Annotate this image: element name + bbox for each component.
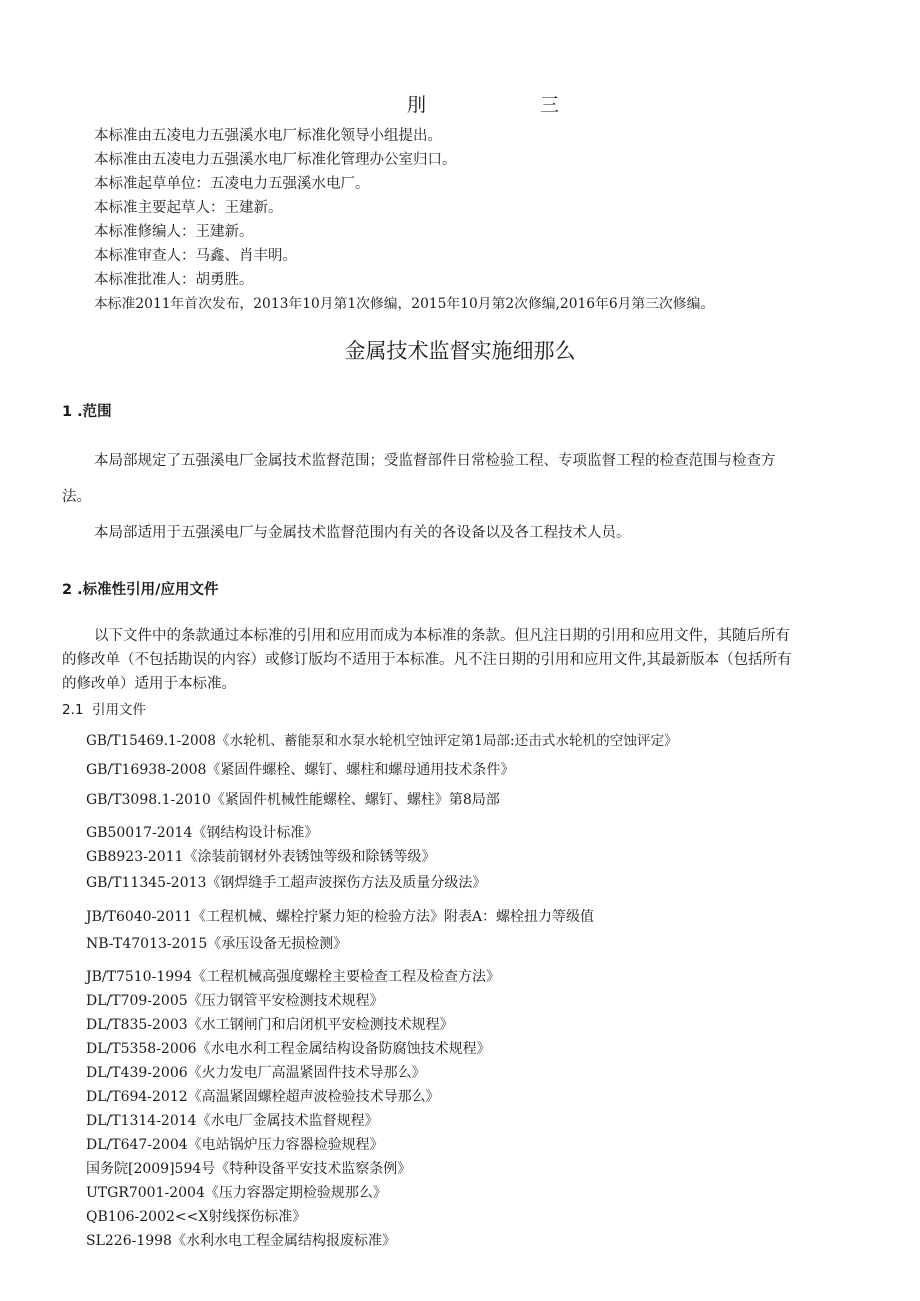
paragraph: 以下文件中的条款通过本标准的引用和应用而成为本标准的条款。但凡注日期的引用和应用文件，其随后所有 <box>94 628 790 644</box>
paragraph: 的修改单）适用于本标准。 <box>62 676 236 692</box>
paragraph: 本局部适用于五强溪电厂与金属技术监督范围内有关的各设备以及各工程技术人员。 <box>94 525 631 541</box>
reference-item: JB/T6040-2011《工程机械、螺栓拧紧力矩的检验方法》附表A：螺栓扭力等级值 <box>86 909 595 925</box>
paragraph: 法。 <box>62 489 91 505</box>
reference-item: GB/T3098.1-2010《紧固件机械性能螺栓、螺钉、螺柱》第8局部 <box>86 792 500 808</box>
subsection-heading: 2.1 引用文件 <box>62 702 147 718</box>
reference-item: GB/T16938-2008《紧固件螺栓、螺钉、螺柱和螺母通用技术条件》 <box>86 762 515 778</box>
reference-item: 国务院[2009]594号《特种设备平安技术监察条例》 <box>86 1161 412 1177</box>
reference-item: DL/T1314-2014《水电厂金属技术监督规程》 <box>86 1113 379 1129</box>
preface-line: 本标准2011年首次发布，2013年10月第1次修编，2015年10月第2次修编,2016年6月第三次修编。 <box>94 296 715 312</box>
document-title: 金属技术监督实施细那么 <box>344 339 576 363</box>
preface-line: 本标准主要起草人：王建新。 <box>94 200 283 216</box>
reference-item: GB50017-2014《钢结构设计标准》 <box>86 825 319 841</box>
reference-item: QB106-2002<<X射线探伤标准》 <box>86 1209 307 1225</box>
preface-line: 本标准由五凌电力五强溪水电厂标准化领导小组提出。 <box>94 128 442 144</box>
reference-item: GB/T11345-2013《钢焊缝手工超声波探伤方法及质量分级法》 <box>86 875 487 891</box>
reference-item: DL/T439-2006《火力发电厂高温紧固件技术导那么》 <box>86 1065 426 1081</box>
section-heading-references: 2 .标准性引用/应用文件 <box>62 582 219 598</box>
preface-line: 本标准起草单位：五凌电力五强溪水电厂。 <box>94 176 370 192</box>
reference-item: DL/T709-2005《压力钢管平安检测技术规程》 <box>86 993 384 1009</box>
reference-item: DL/T647-2004《电站锅炉压力容器检验规程》 <box>86 1137 384 1153</box>
paragraph: 本局部规定了五强溪电厂金属技术监督范围；受监督部件日常检验工程、专项监督工程的检查范围与检查方 <box>94 453 776 469</box>
preface-line: 本标准修编人：王建新。 <box>94 224 254 240</box>
paragraph: 的修改单（不包括勘误的内容）或修订版均不适用于本标准。凡不注日期的引用和应用文件,其最新版本（包括所有 <box>62 652 792 668</box>
reference-item: SL226-1998《水利水电工程金属结构报废标准》 <box>86 1233 396 1249</box>
reference-item: DL/T5358-2006《水电水利工程金属结构设备防腐蚀技术规程》 <box>86 1041 491 1057</box>
section-heading-scope: 1 .范围 <box>62 404 112 420</box>
reference-item: DL/T694-2012《高温紧固螺栓超声波检验技术导那么》 <box>86 1089 440 1105</box>
reference-item: UTGR7001-2004《压力容器定期检验规那么》 <box>86 1185 387 1201</box>
reference-item: JB/T7510-1994《工程机械高强度螺栓主要检查工程及检查方法》 <box>86 969 500 985</box>
preface-line: 本标准由五凌电力五强溪水电厂标准化管理办公室归口。 <box>94 152 457 168</box>
reference-item: NB-T47013-2015《承压设备无损检测》 <box>86 936 348 952</box>
preface-title: 刖 三 <box>407 94 614 116</box>
preface-line: 本标准批准人：胡勇胜。 <box>94 272 254 288</box>
preface-line: 本标准审查人：马鑫、肖丰明。 <box>94 248 297 264</box>
reference-item: GB/T15469.1-2008《水轮机、蓄能泵和水泵水轮机空蚀评定第1局部:还击式水轮机的空蚀评定》 <box>86 733 678 749</box>
reference-item: DL/T835-2003《水工钢闸门和启闭机平安检测技术规程》 <box>86 1017 454 1033</box>
reference-item: GB8923-2011《涂装前钢材外表锈蚀等级和除锈等级》 <box>86 849 436 865</box>
